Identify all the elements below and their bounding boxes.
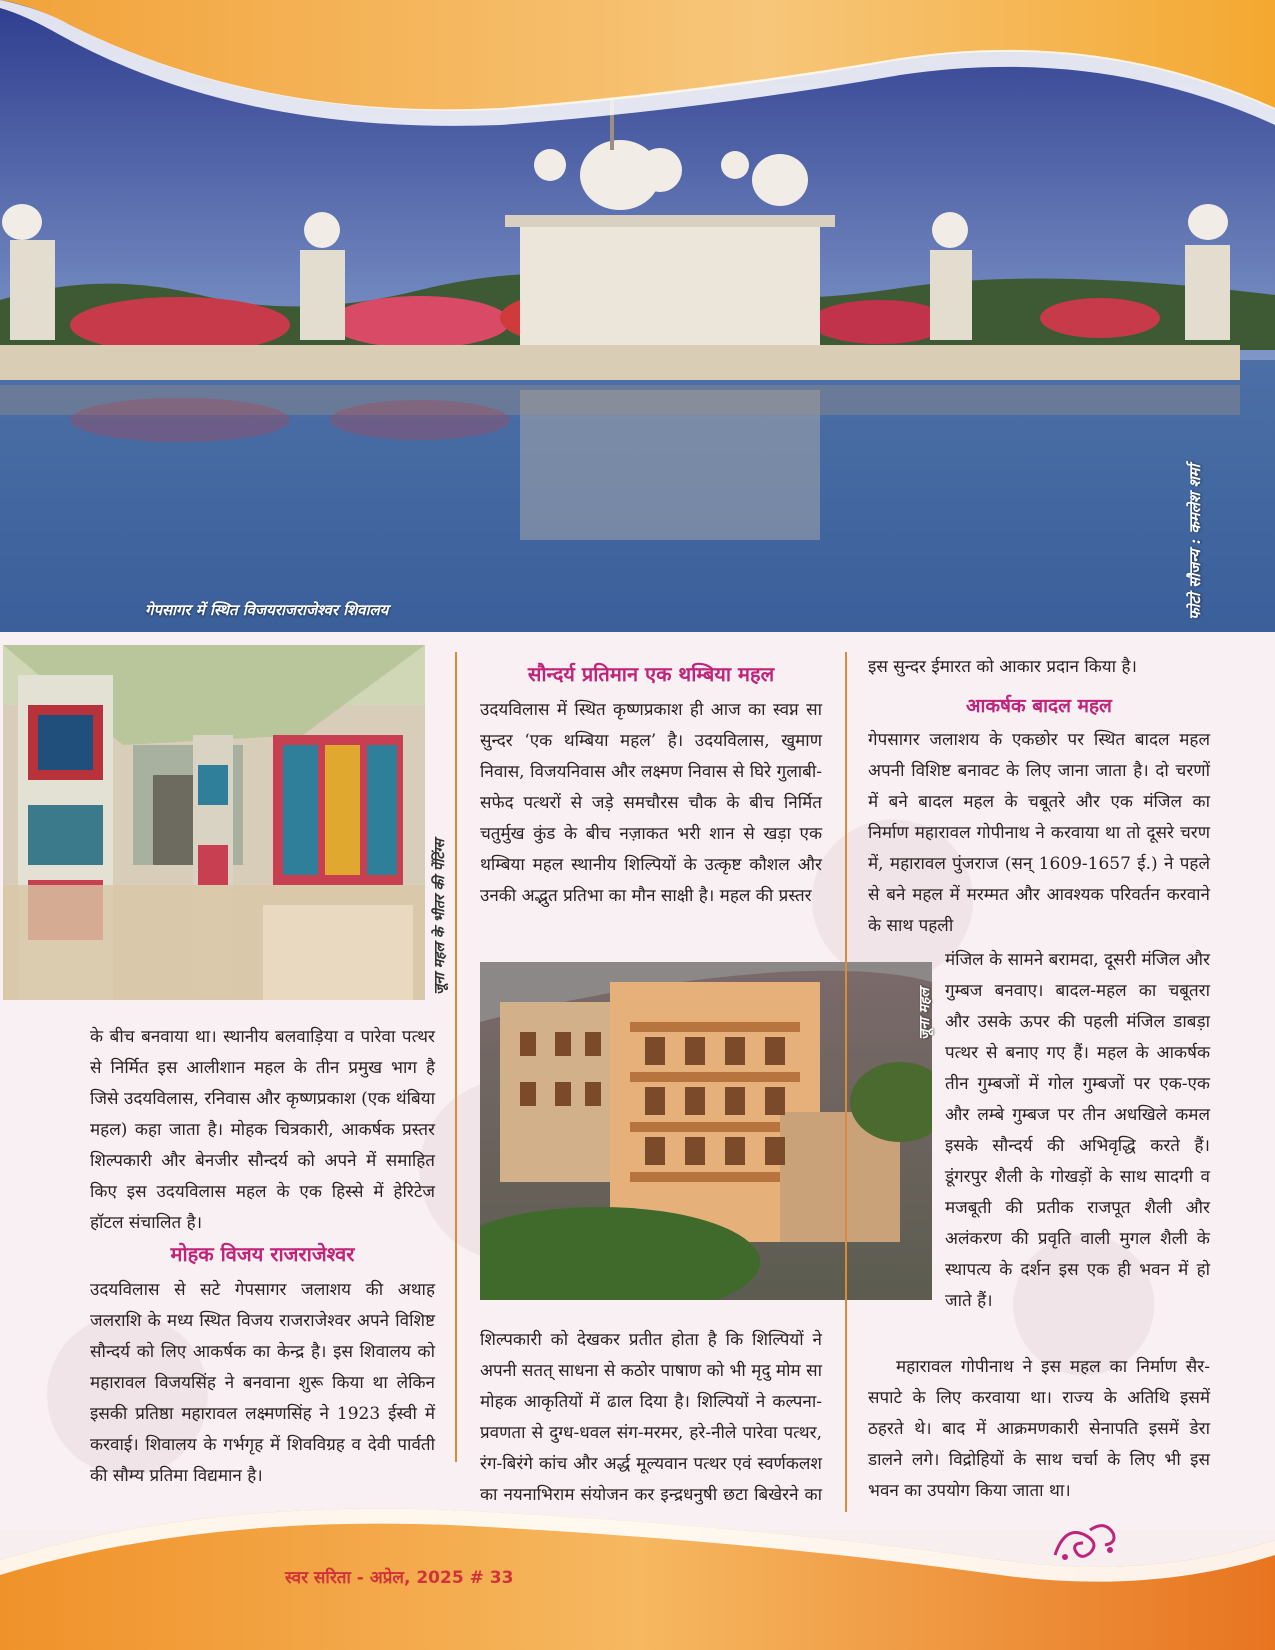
floral-ornament-icon — [1045, 1515, 1120, 1565]
page-folio — [285, 1565, 513, 1588]
inset1-caption: जूना महल के भीतर की पेंटिंग्स — [432, 839, 448, 995]
juna-mahal-photo — [480, 962, 932, 1300]
hero-photo — [0, 0, 1275, 632]
column3-paragraph2-text: महारावल गोपीनाथ ने इस महल का निर्माण सैर-सपाटे के लिए करवाया था। राज्य के अतिथि इसमें ठहरते थे। बाद में आक्रमणकारी सेनापति इसमें डेरा डालने लगे। विद्रोहियों के साथ चर्चा के लिए भी इस भवन का उपयोग किया जाता था। — [868, 1357, 1210, 1501]
column-divider-2 — [845, 652, 847, 1512]
hero-caption: गेपसागर में स्थित विजयराजराजेश्वर शिवालय — [145, 601, 389, 619]
column2-paragraph2: शिल्पकारी को देखकर प्रतीत होता है कि शिल्पियों ने अपनी सतत् साधना से कठोर पाषाण को भी मृदु मोम सा मोहक आकृतियों में ढाल दिया है। शिल्पियों ने कल्पना-प्रवणता से दुग्ध-धवल संग-मरमर, हरे-नीले पारेवा पत्थर, रंग-बिरंगे कांच और अर्द्ध मूल्यवान पत्थर एवं स्वर्णकलश का नयनाभिराम संयोजन कर इन्द्रधनुषी छटा बिखेरने का — [480, 1330, 822, 1505]
heading-vijay-rajrajeshwar: मोहक विजय राजराजेश्वर — [170, 1242, 355, 1266]
heading-badal-mahal: आकर्षक बादल महल — [966, 695, 1112, 717]
column3-lead-line: इस सुन्दर ईमारत को आकार प्रदान किया है। — [868, 657, 1137, 677]
column2-paragraph1: उदयविलास में स्थित कृष्णप्रकाश ही आज का स्वप्न सा सुन्दर ‘एक थम्बिया महल’ है। उदयविलास, खुमाण निवास, विजयनिवास और लक्ष्मण निवास से घिरे गुलाबी-सफेद पत्थरों से जड़े समचौरस चौक के बीच निर्मित चतुर्मुख कुंड के बीच नज़ाकत भरी शान से खड़ा एक थम्बिया महल स्थानीय शिल्पियों के उत्कृष्ट कौशल और उनकी अद्भुत प्रतिभा का मौन साक्षी है। महल की प्रस्तर — [480, 700, 822, 906]
page-number: # 33 — [469, 1568, 514, 1588]
heading-ek-thambiya-mahal: सौन्दर्य प्रतिमान एक थम्बिया महल — [527, 662, 775, 686]
column1-paragraph1: के बीच बनवाया था। स्थानीय बलवाड़िया व पारेवा पत्थर से निर्मित इस आलीशान महल के तीन प्रमुख भाग है जिसे उदयविलास, रनिवास और कृष्णप्रकाश (एक थंबिया महल) कहा जाता है। मोहक चित्रकारी, आकर्षक प्रस्तर शिल्पकारी और बेनजीर सौन्दर्य को अपने में समाहित किए इस उदयविलास महल के एक हिस्से में हेरिटेज हॉटल संचालित है। — [90, 1027, 435, 1233]
inset2-caption: जूना महल — [917, 988, 933, 1040]
column1-paragraph2: उदयविलास से सटे गेपसागर जलाशय की अथाह जलराशि के मध्य स्थित विजय राजराजेश्वर अपने विशिष्ट सौन्दर्य को लिए आकर्षक का केन्द्र है। इस शिवालय को महारावल विजयसिंह ने बनवाना शुरू किया था लेकिन इसकी प्रतिष्ठा महारावल लक्ष्मणसिंह ने 1923 ईस्वी में करवाई। शिवालय के गर्भगृह में शिवविग्रह व देवी पार्वती की सौम्य प्रतिमा विद्यमान है। — [90, 1280, 435, 1486]
column-divider-1 — [455, 652, 457, 1462]
photo-credit: फोटो सौजन्य : कमलेश शर्मा — [1186, 464, 1204, 620]
magazine-name-date: स्वर सरिता - अप्रेल, 2025 — [285, 1568, 464, 1588]
column3-paragraph1-continued: मंजिल के सामने बरामदा, दूसरी मंजिल और गुम्बज बनवाए। बादल-महल का चबूतरा और उसके ऊपर की पहली मंजिल डाबड़ा पत्थर से बनाए गए हैं। महल के आकर्षक तीन गुम्बजों में गोल गुम्बजों पर एक-एक और लम्बे गुम्बज पर तीन अधखिले कमल इसके सौन्दर्य की अभिवृद्धि करते हैं। डूंगरपुर शैली के गोखड़ों के साथ सादगी व मजबूती की प्रतीक राजपूत शैली और अलंकरण की प्रवृति वाली मुगल शैली के स्थापत्य के दर्शन इस एक ही भवन में हो जाते हैं। — [945, 950, 1210, 1311]
interior-painting-photo — [3, 645, 425, 1000]
column3-paragraph2 — [868, 1352, 1210, 1507]
column3-paragraph1: गेपसागर जलाशय के एकछोर पर स्थित बादल महल अपनी विशिष्ट बनावट के लिए जाना जाता है। दो चरणों में बने बादल महल के चबूतरे और एक मंजिल का निर्माण महारावल गोपीनाथ ने करवाया था तो दूसरे चरण में, महारावल पुंजराज (सन् 1609-1657 ई.) ने पहले से बने महल में मरम्मत और आवश्यक परिवर्तन करवाने के साथ पहली — [868, 730, 1210, 936]
